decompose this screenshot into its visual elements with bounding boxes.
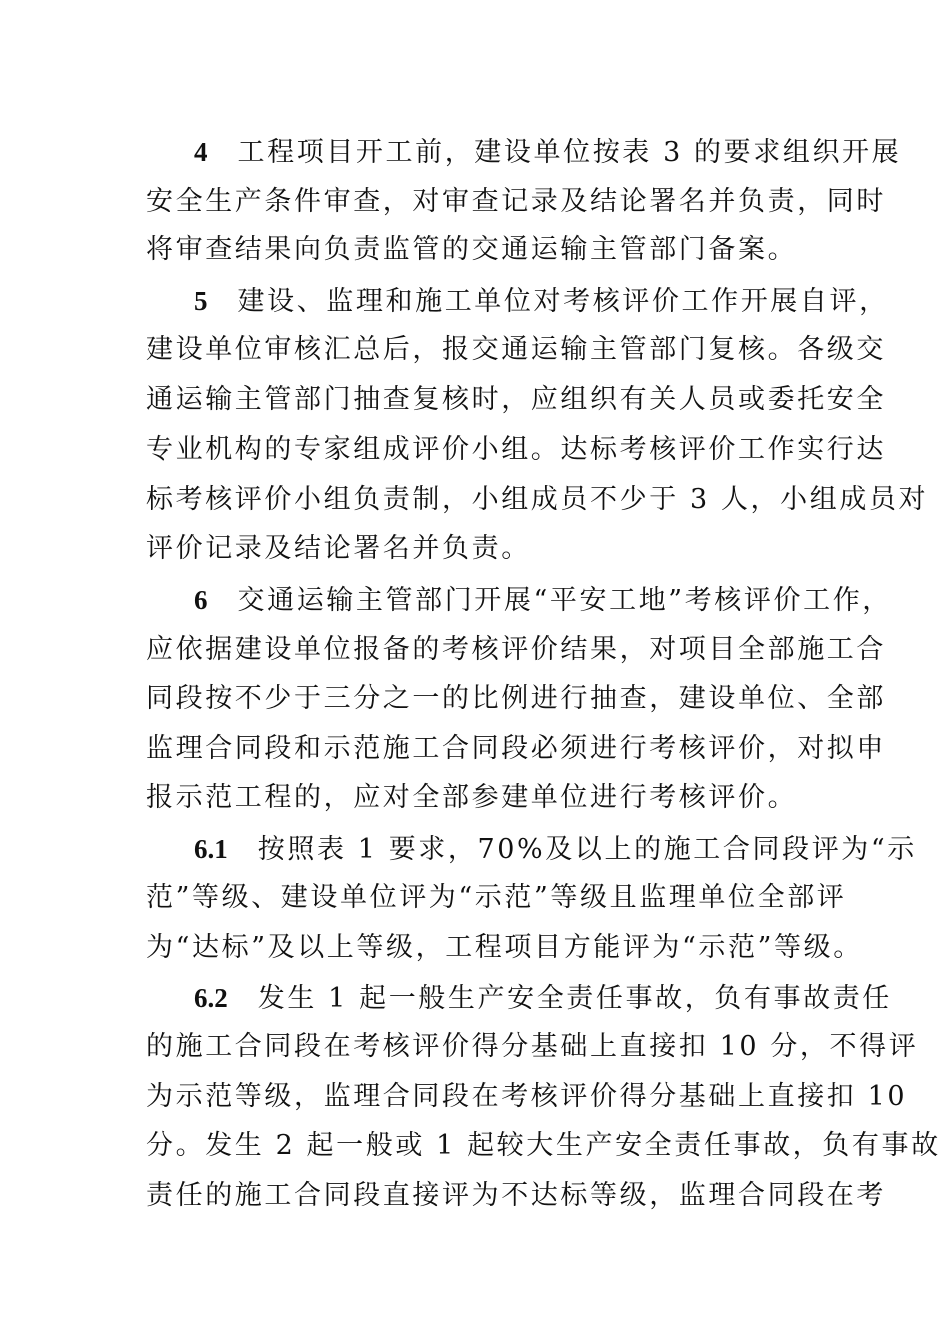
paragraph-5-line-2: 建设单位审核汇总后，报交通运输主管部门复核。各级交 [146, 334, 886, 365]
paragraph-5-line-6: 评价记录及结论署名并负责。 [146, 533, 531, 564]
paragraph-6-line-4: 监理合同段和示范施工合同段必须进行考核评价，对拟申 [146, 733, 886, 764]
paragraph-6-2-line-3: 为示范等级，监理合同段在考核评价得分基础上直接扣 10 [146, 1081, 908, 1112]
paragraph-4-line-2: 安全生产条件审查，对审查记录及结论署名并负责，同时 [146, 186, 886, 217]
paragraph-6-2-line-4: 分。发生 2 起一般或 1 起较大生产安全责任事故，负有事故 [146, 1130, 941, 1161]
paragraph-6-line-5: 报示范工程的，应对全部参建单位进行考核评价。 [146, 782, 798, 813]
paragraph-5-line-1: 5 建设、监理和施工单位对考核评价工作开展自评， [194, 286, 889, 317]
paragraph-6-line-3: 同段按不少于三分之一的比例进行抽查，建设单位、全部 [146, 683, 886, 714]
paragraph-4-number: 4 [194, 137, 208, 167]
paragraph-6-1-line-3: 为“达标”及以上等级，工程项目方能评为“示范”等级。 [146, 932, 863, 963]
paragraph-6-2-line-5: 责任的施工合同段直接评为不达标等级，监理合同段在考 [146, 1180, 886, 1211]
paragraph-6-2-line-2: 的施工合同段在考核评价得分基础上直接扣 10 分，不得评 [146, 1031, 919, 1062]
paragraph-6-line-1: 6 交通运输主管部门开展“平安工地”考核评价工作， [194, 585, 892, 616]
paragraph-6-2-line-1: 6.2 发生 1 起一般生产安全责任事故，负有事故责任 [194, 983, 892, 1014]
paragraph-6-1-line-1: 6.1 按照表 1 要求，70%及以上的施工合同段评为“示 [194, 834, 917, 865]
paragraph-4-line-3: 将审查结果向负责监管的交通运输主管部门备案。 [146, 234, 798, 265]
paragraph-6-1-number: 6.1 [194, 834, 228, 864]
paragraph-5-line-5: 标考核评价小组负责制，小组成员不少于 3 人，小组成员对 [146, 484, 929, 515]
paragraph-5-number: 5 [194, 286, 208, 316]
paragraph-5-line-3: 通运输主管部门抽查复核时，应组织有关人员或委托安全 [146, 384, 886, 415]
paragraph-4-line-1: 4 工程项目开工前，建设单位按表 3 的要求组织开展 [194, 137, 902, 168]
paragraph-6-line-2: 应依据建设单位报备的考核评价结果，对项目全部施工合 [146, 634, 886, 665]
paragraph-6-number: 6 [194, 585, 208, 615]
paragraph-6-2-number: 6.2 [194, 983, 228, 1013]
paragraph-5-line-4: 专业机构的专家组成评价小组。达标考核评价工作实行达 [146, 434, 886, 465]
paragraph-6-1-line-2: 范”等级、建设单位评为“示范”等级且监理单位全部评 [146, 882, 847, 913]
